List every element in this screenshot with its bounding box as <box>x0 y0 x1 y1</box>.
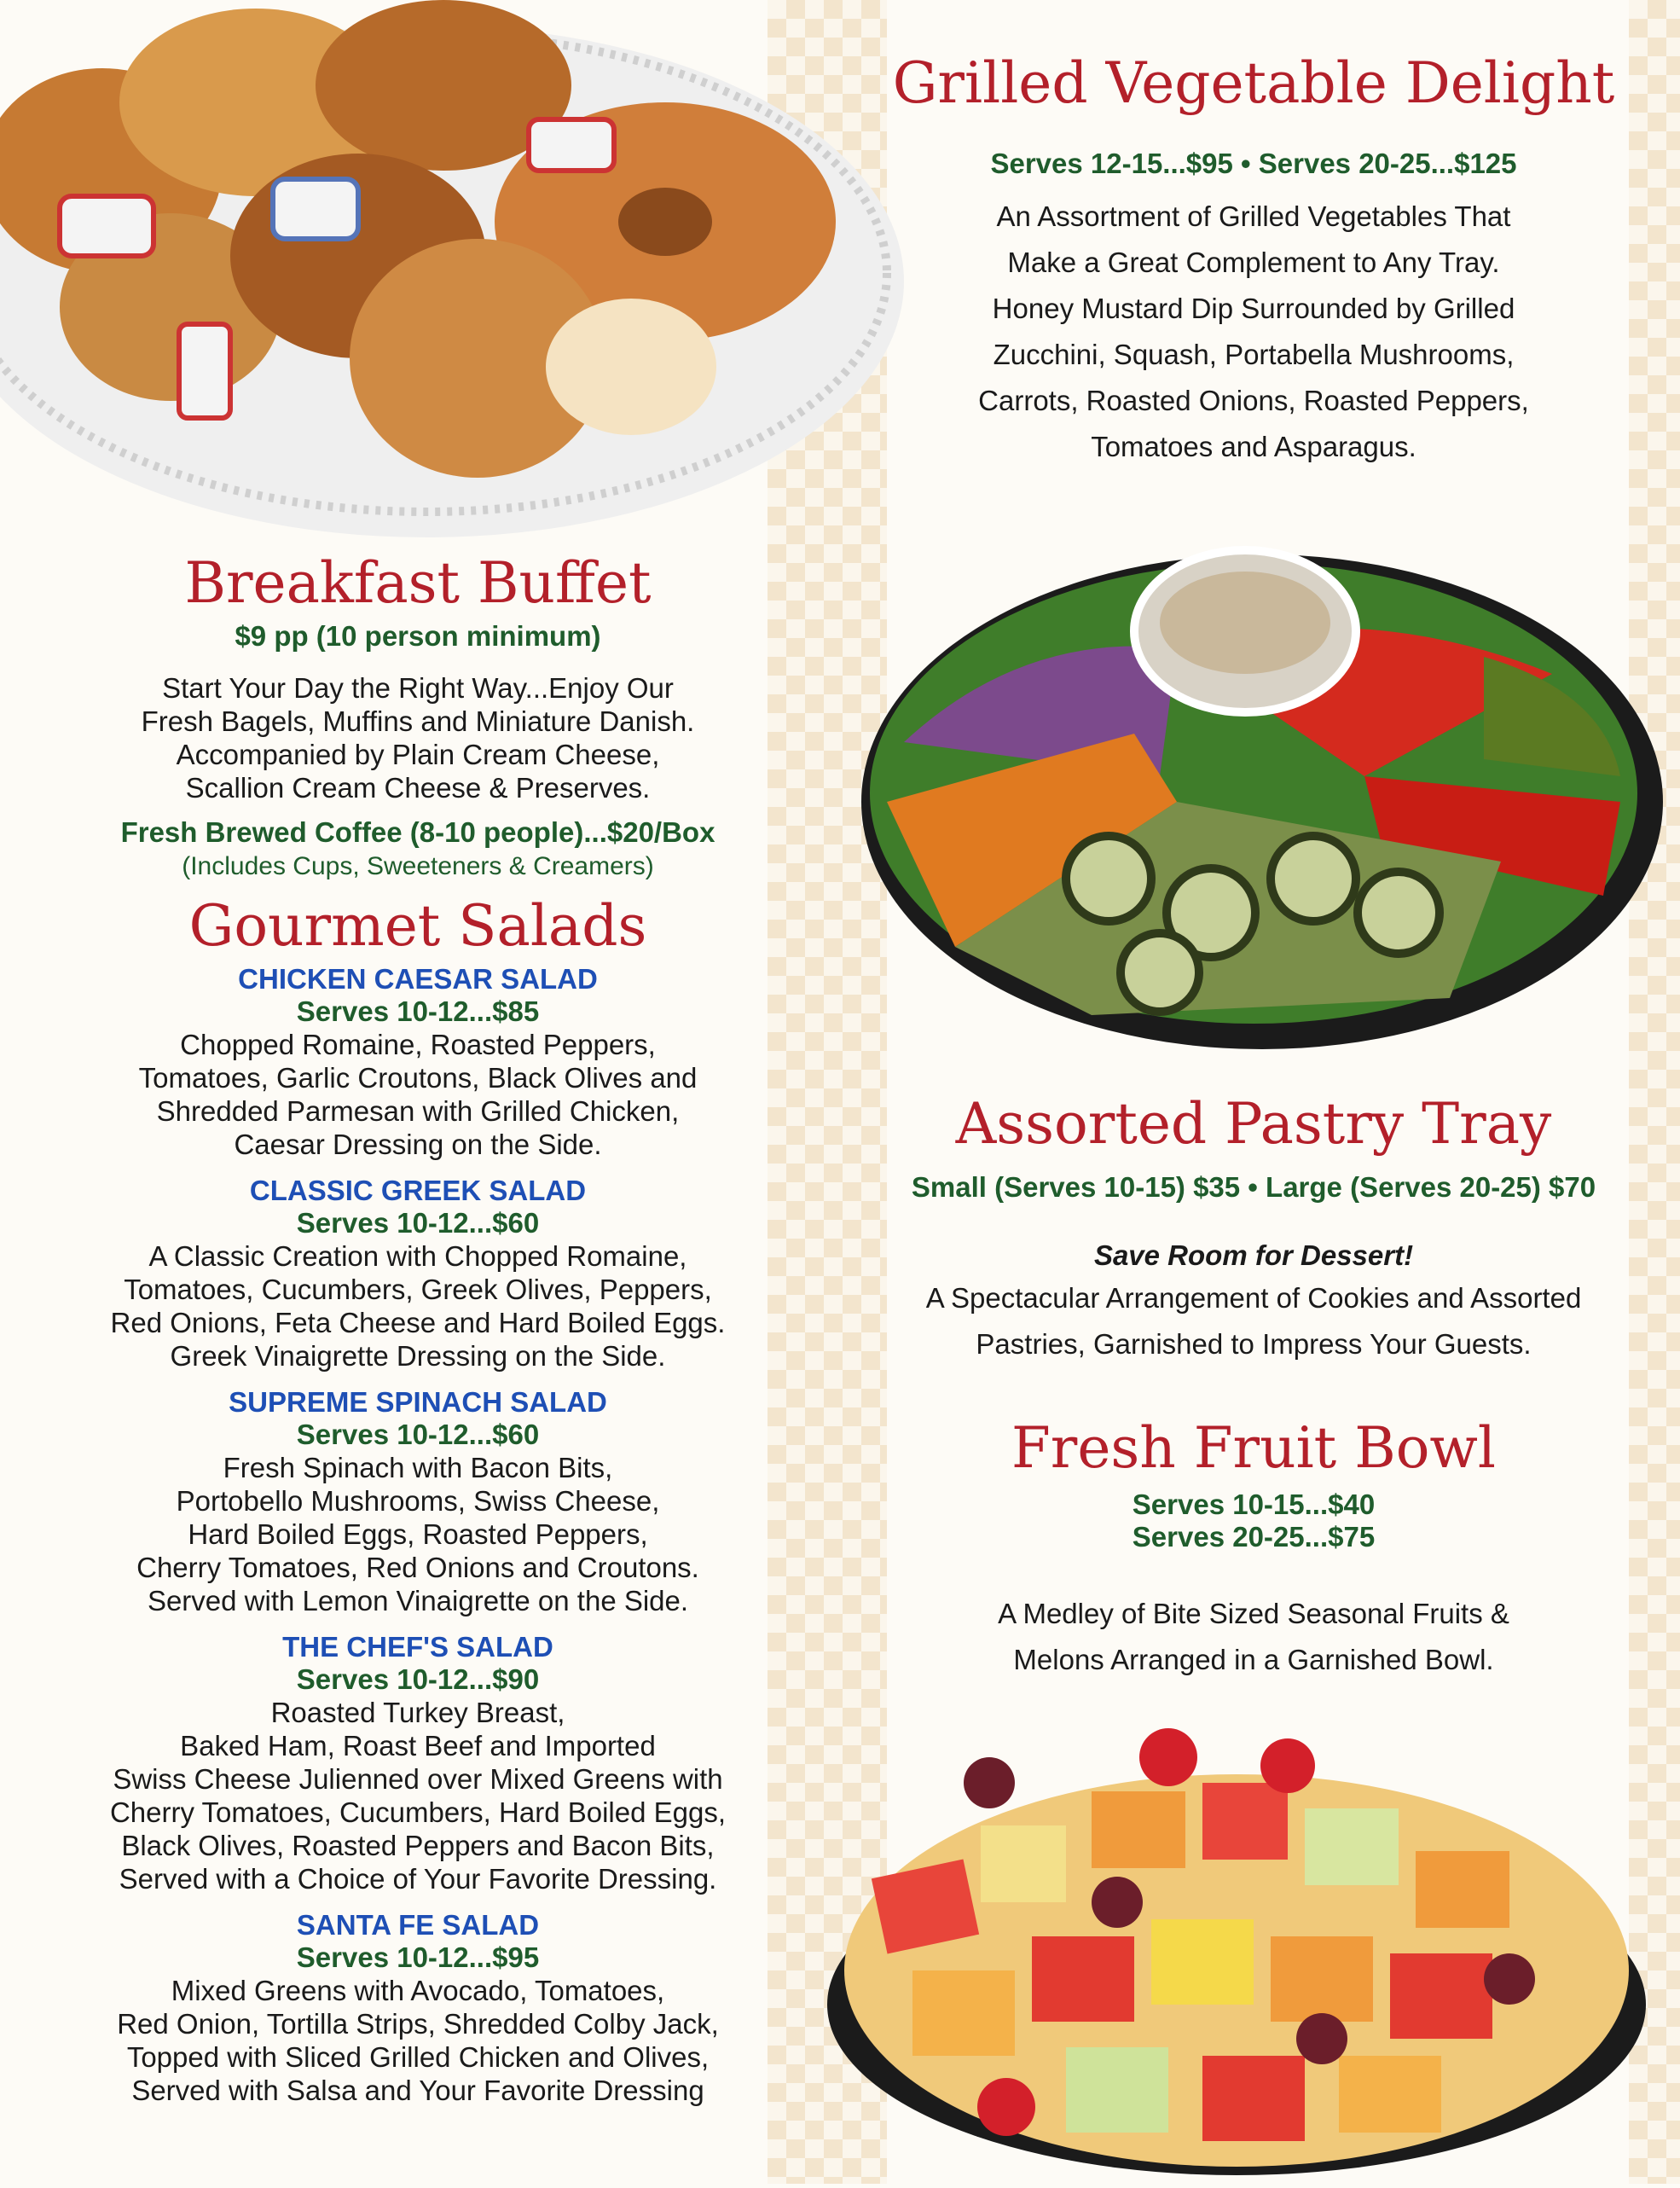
salad-desc-line: Cherry Tomatoes, Red Onions and Croutons. <box>136 1551 699 1583</box>
salad-desc-line: Red Onions, Feta Cheese and Hard Boiled Eggs. <box>110 1306 726 1338</box>
fruit-bowl-illustration <box>810 1698 1654 2184</box>
salad-desc-line: Shredded Parmesan with Grilled Chicken, <box>156 1094 680 1127</box>
salad-desc-line: Caesar Dressing on the Side. <box>234 1128 602 1160</box>
salad-name: CLASSIC GREEK SALAD <box>249 1174 587 1206</box>
salad-desc-line: Mixed Greens with Avocado, Tomatoes, <box>171 1974 665 2006</box>
salad-item <box>0 1909 836 2107</box>
pastry-desc-line: Pastries, Garnished to Impress Your Guests. <box>976 1327 1532 1360</box>
salad-name: SUPREME SPINACH SALAD <box>229 1385 607 1418</box>
breakfast-desc-line: Fresh Bagels, Muffins and Miniature Danish. <box>141 705 695 737</box>
bagel-platter-photo <box>0 0 904 546</box>
fruit-title: Fresh Fruit Bowl <box>1011 1415 1497 1481</box>
pastry-section <box>853 1091 1654 1367</box>
salad-item <box>0 1175 836 1373</box>
salad-desc-line: Topped with Sliced Grilled Chicken and Olives, <box>126 2040 710 2073</box>
salad-desc-line: Hard Boiled Eggs, Roasted Peppers, <box>188 1518 648 1550</box>
breakfast-description <box>0 671 836 804</box>
salad-desc-line: Portobello Mushrooms, Swiss Cheese, <box>176 1484 660 1517</box>
salad-description <box>0 1028 836 1161</box>
fruit-price-small: Serves 10-15...$40 <box>1132 1488 1376 1520</box>
salad-desc-line: Roasted Turkey Breast, <box>270 1696 565 1728</box>
salad-desc-line: Served with a Choice of Your Favorite Dressing. <box>119 1862 717 1895</box>
salad-serves: Serves 10-12...$60 <box>296 1418 540 1450</box>
salad-serves: Serves 10-12...$90 <box>296 1663 540 1695</box>
salad-desc-line: Tomatoes, Cucumbers, Greek Olives, Peppers, <box>124 1273 712 1305</box>
grilled-desc-line: Honey Mustard Dip Surrounded by Grilled <box>992 292 1515 324</box>
salad-desc-line: Swiss Cheese Julienned over Mixed Greens with <box>113 1762 723 1795</box>
salad-item <box>0 1386 836 1617</box>
pastry-tagline: Save Room for Dessert! <box>1093 1239 1414 1271</box>
salad-item <box>0 963 836 1161</box>
breakfast-section <box>0 550 836 881</box>
salad-description <box>0 1696 836 1895</box>
grilled-price: Serves 12-15...$95 • Serves 20-25...$125 <box>990 147 1517 179</box>
grilled-title: Grilled Vegetable Delight <box>892 50 1615 116</box>
salad-description <box>0 1974 836 2107</box>
salad-desc-line: Greek Vinaigrette Dressing on the Side. <box>170 1339 666 1372</box>
pastry-title: Assorted Pastry Tray <box>955 1091 1552 1157</box>
breakfast-desc-line: Start Your Day the Right Way...Enjoy Our <box>162 671 674 704</box>
salads-section <box>0 893 836 2107</box>
fruit-price-large: Serves 20-25...$75 <box>1132 1520 1376 1552</box>
salad-desc-line: A Classic Creation with Chopped Romaine, <box>148 1239 687 1272</box>
vegetable-tray-illustration <box>853 520 1663 1058</box>
fruit-description <box>853 1591 1654 1683</box>
right-column <box>853 0 1654 2184</box>
salad-serves: Serves 10-12...$95 <box>296 1941 540 1973</box>
salad-desc-line: Red Onion, Tortilla Strips, Shredded Colby Jack, <box>117 2007 719 2040</box>
salad-description <box>0 1239 836 1373</box>
fruit-desc-line: Melons Arranged in a Garnished Bowl. <box>1013 1643 1494 1675</box>
salad-desc-line: Served with Salsa and Your Favorite Dressing <box>131 2074 704 2106</box>
breakfast-desc-line: Accompanied by Plain Cream Cheese, <box>176 738 660 770</box>
grilled-desc-line: Make a Great Complement to Any Tray. <box>1007 246 1500 278</box>
bagel-platter-illustration <box>0 0 904 546</box>
grilled-description <box>853 194 1654 470</box>
breakfast-title: Breakfast Buffet <box>184 550 652 616</box>
coffee-note: (Includes Cups, Sweeteners & Creamers) <box>182 851 654 880</box>
salad-item <box>0 1631 836 1895</box>
breakfast-desc-line: Scallion Cream Cheese & Preserves. <box>185 771 651 804</box>
coffee-price: Fresh Brewed Coffee (8-10 people)...$20/Box <box>120 815 715 848</box>
pastry-description <box>853 1275 1654 1367</box>
grilled-desc-line: An Assortment of Grilled Vegetables That <box>996 200 1511 232</box>
salad-serves: Serves 10-12...$85 <box>296 995 540 1027</box>
grilled-desc-line: Tomatoes and Asparagus. <box>1091 430 1416 462</box>
salad-description <box>0 1451 836 1617</box>
grilled-desc-line: Zucchini, Squash, Portabella Mushrooms, <box>993 338 1515 370</box>
salad-name: CHICKEN CAESAR SALAD <box>238 962 598 995</box>
salad-name: SANTA FE SALAD <box>296 1908 540 1941</box>
salad-desc-line: Black Olives, Roasted Peppers and Bacon Bits, <box>121 1829 715 1861</box>
salad-desc-line: Chopped Romaine, Roasted Peppers, <box>180 1028 656 1060</box>
salads-title: Gourmet Salads <box>188 893 647 959</box>
grilled-desc-line: Carrots, Roasted Onions, Roasted Peppers, <box>978 384 1529 416</box>
salad-desc-line: Cherry Tomatoes, Cucumbers, Hard Boiled Eggs, <box>109 1796 727 1828</box>
fruit-desc-line: A Medley of Bite Sized Seasonal Fruits & <box>998 1597 1509 1629</box>
fruit-section <box>853 1415 1654 1683</box>
salad-name: THE CHEF'S SALAD <box>282 1630 553 1663</box>
pastry-desc-line: A Spectacular Arrangement of Cookies and Assorted <box>925 1281 1582 1314</box>
grilled-section <box>853 50 1654 470</box>
vegetable-tray-photo <box>853 520 1663 1058</box>
salad-desc-line: Tomatoes, Garlic Croutons, Black Olives and <box>138 1061 698 1094</box>
salad-serves: Serves 10-12...$60 <box>296 1206 540 1239</box>
salad-desc-line: Served with Lemon Vinaigrette on the Side. <box>147 1584 689 1616</box>
pastry-price: Small (Serves 10-15) $35 • Large (Serves 20-25) $70 <box>911 1170 1596 1203</box>
fruit-bowl-photo <box>810 1698 1654 2184</box>
breakfast-price: $9 pp (10 person minimum) <box>235 619 601 652</box>
left-column <box>0 0 819 2184</box>
salad-desc-line: Baked Ham, Roast Beef and Imported <box>180 1729 656 1761</box>
salad-desc-line: Fresh Spinach with Bacon Bits, <box>223 1451 613 1483</box>
